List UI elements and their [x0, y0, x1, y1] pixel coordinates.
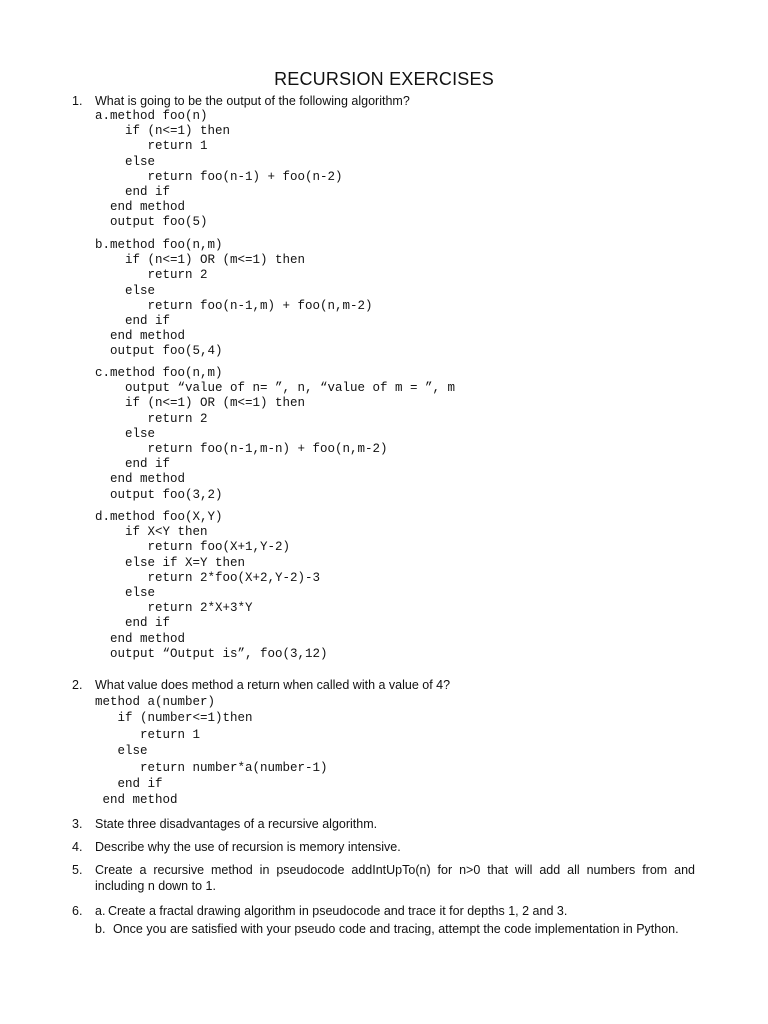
code-block-1c: c.method foo(n,m) output “value of n= ”, n, “value of m = ”, m if (n<=1) OR (m<=1) then return 2 else return foo(n-1,m-n) + foo(n,m-2) end if end method output foo(3,2) — [95, 366, 456, 502]
page-title: RECURSION EXERCISES — [274, 69, 494, 89]
code-block-2: method a(number) if (number<=1)then return 1 else return number*a(number-1) end if end method — [95, 695, 328, 808]
question-number-5: 5. — [72, 863, 83, 877]
code-block-1a: a.method foo(n) if (n<=1) then return 1 else return foo(n-1) + foo(n-2) end if end method output foo(5) — [95, 109, 343, 230]
question-number-6: 6. — [72, 904, 83, 918]
question-6a-text: Create a fractal drawing algorithm in pseudocode and trace it for depths 1, 2 and 3. — [108, 904, 568, 918]
question-1-text: What is going to be the output of the following algorithm? — [95, 94, 410, 108]
question-6b-text: Once you are satisfied with your pseudo code and tracing, attempt the code implementation in Python. — [113, 922, 679, 936]
question-4-text: Describe why the use of recursion is memory intensive. — [95, 840, 401, 854]
code-block-1d: d.method foo(X,Y) if X<Y then return foo(X+1,Y-2) else if X=Y then return 2*foo(X+2,Y-2)-3 else return 2*X+3*Y end if end method output “Output is”, foo(3,12) — [95, 510, 328, 661]
question-5-text: Create a recursive method in pseudocode addIntUpTo(n) for n>0 that will add all numbers from and including n down to 1. — [95, 863, 695, 893]
question-3-text: State three disadvantages of a recursive algorithm. — [95, 817, 378, 831]
question-6a-label: a. — [95, 904, 106, 918]
question-number-1: 1. — [72, 94, 83, 108]
code-block-1b: b.method foo(n,m) if (n<=1) OR (m<=1) then return 2 else return foo(n-1,m) + foo(n,m-2) end if end method output foo(5,4) — [95, 238, 373, 359]
question-2-text: What value does method a return when called with a value of 4? — [95, 678, 451, 692]
question-number-2: 2. — [72, 678, 83, 692]
question-number-4: 4. — [72, 840, 83, 854]
question-6b-label: b. — [95, 922, 106, 936]
question-number-3: 3. — [72, 817, 83, 831]
